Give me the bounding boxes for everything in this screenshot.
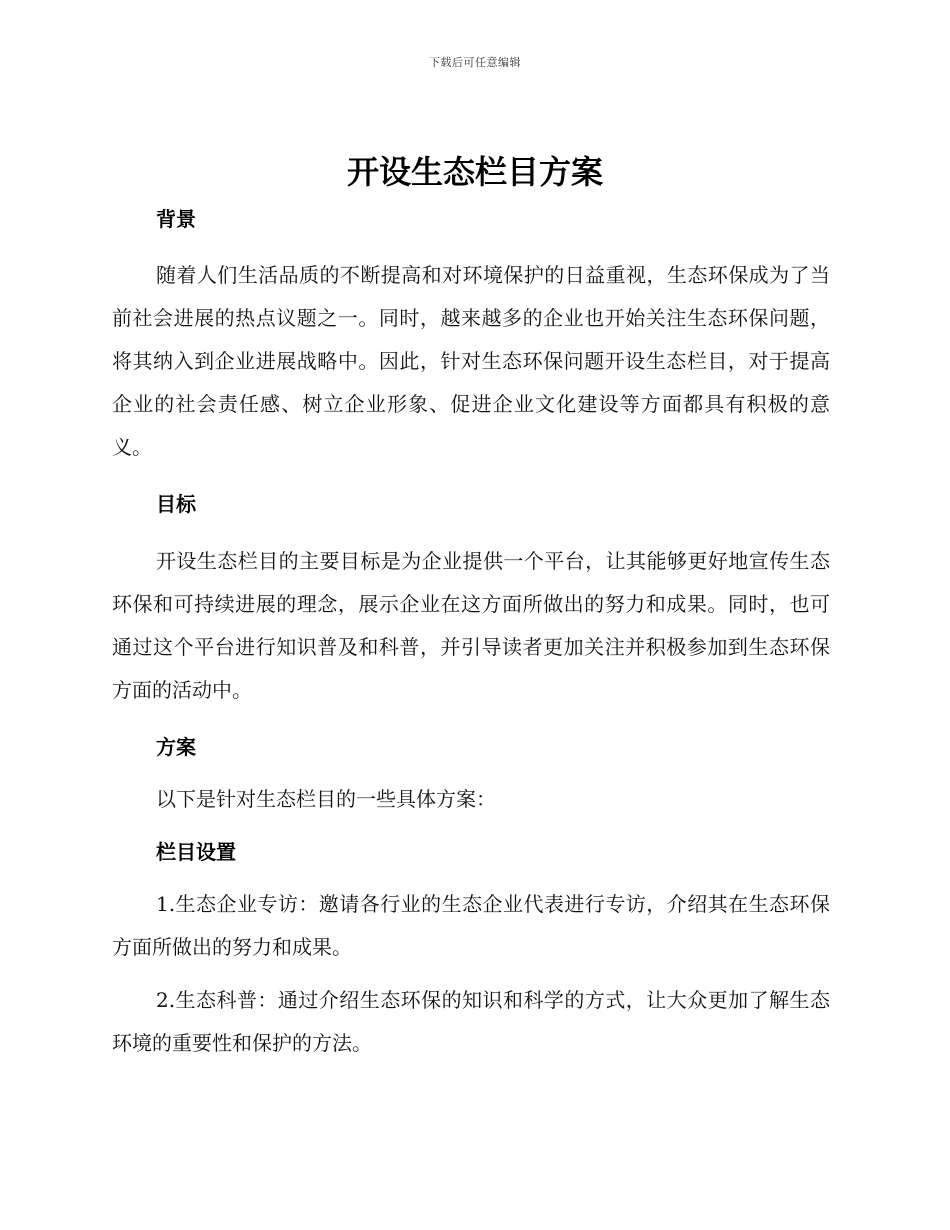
- document-title: 开设生态栏目方案: [346, 153, 603, 191]
- section-heading-plan: 方案: [156, 735, 196, 759]
- section-heading-column-setup: 栏目设置: [156, 840, 236, 864]
- page-header-note: 下载后可任意编辑: [429, 56, 521, 69]
- list-item: 1.生态企业专访：邀请各行业的生态企业代表进行专访，介绍其在生态环保方面所做出的努力和成果。: [112, 892, 830, 959]
- paragraph-plan: 以下是针对生态栏目的一些具体方案：: [156, 787, 496, 811]
- paragraph-goal: 开设生态栏目的主要目标是为企业提供一个平台，让其能够更好地宣传生态环保和可持续进展的理念，展示企业在这方面所做出的努力和成果。同时，也可通过这个平台进行知识普及和科普，并引导读者更加关注并积极参加到生态环保方面的活动中。: [112, 549, 830, 702]
- list-item: 2.生态科普：通过介绍生态环保的知识和科学的方式，让大众更加了解生态环境的重要性和保护的方法。: [112, 988, 830, 1055]
- section-heading-background: 背景: [156, 207, 196, 231]
- paragraph-background: 随着人们生活品质的不断提高和对环境保护的日益重视，生态环保成为了当前社会进展的热点议题之一。同时，越来越多的企业也开始关注生态环保问题，将其纳入到企业进展战略中。因此，针对生态环保问题开设生态栏目，对于提高企业的社会责任感、树立企业形象、促进企业文化建设等方面都具有积极的意义。: [112, 263, 830, 459]
- section-heading-goal: 目标: [156, 492, 196, 516]
- document-body: [112, 196, 830, 1065]
